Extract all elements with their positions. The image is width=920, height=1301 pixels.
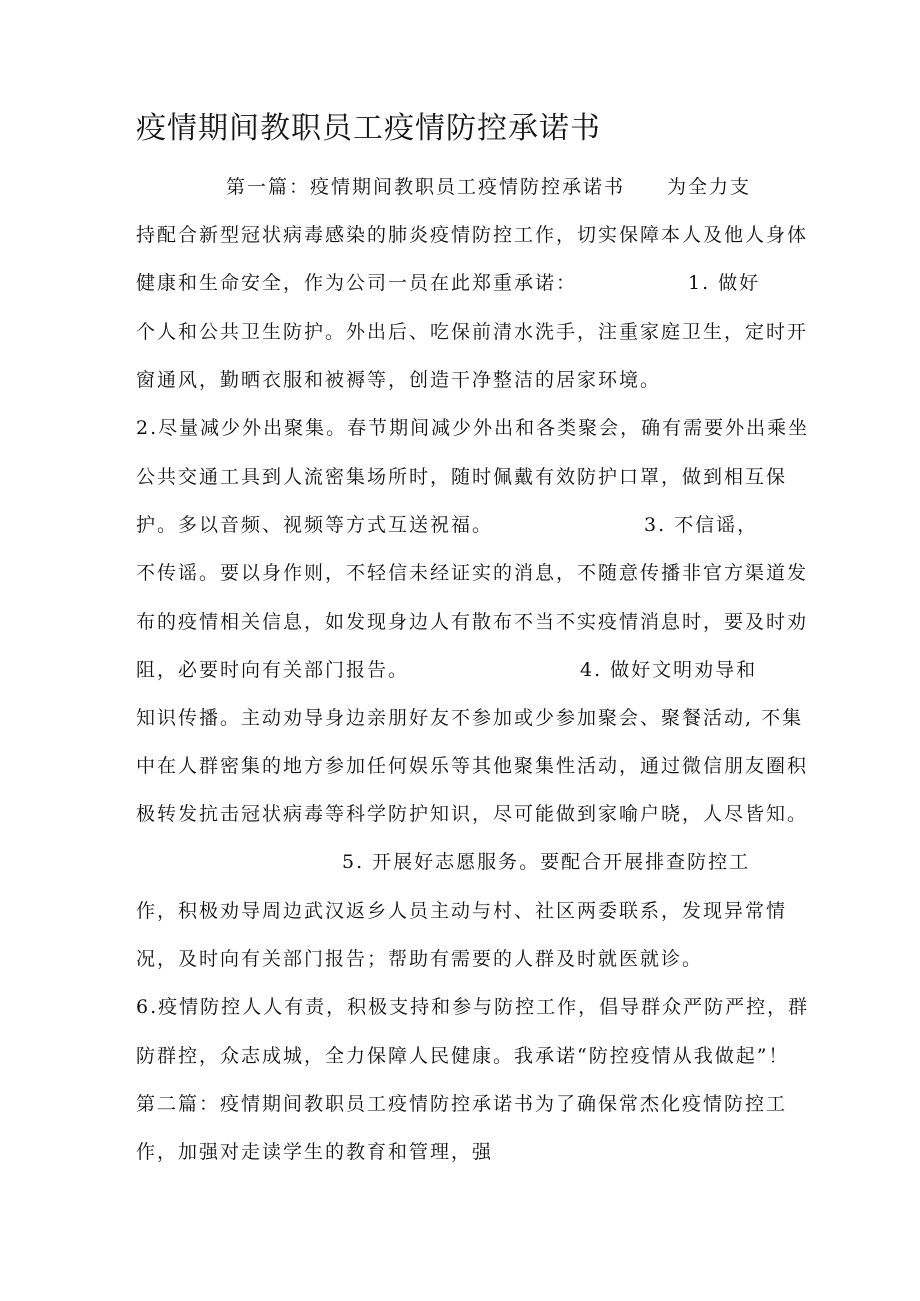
body-text-continued: 为全力支: [667, 176, 752, 198]
body-text: 不传谣。要以身作则，不轻信未经证实的消息，不随意传播非官方渠道发: [136, 562, 809, 584]
body-text-continued: 1. 做好: [688, 272, 761, 294]
body-text: 况，及时向有关部门报告；帮助有需要的人群及时就医就诊。: [136, 948, 704, 970]
body-text-continued: 5. 开展好志愿服务。要配合开展排查防控工: [342, 851, 751, 873]
body-line: [136, 269, 796, 299]
body-line: [136, 511, 796, 541]
document-title: 疫情期间教职员工疫情防控承诺书: [136, 111, 601, 146]
body-text-continued: 4. 做好文明劝导和: [580, 659, 758, 681]
body-line: [136, 848, 796, 878]
body-text: 护。多以音频、视频等方式互送祝福。: [136, 514, 494, 536]
body-text: 知识传播。主动劝导身边亲朋好友不参加或少参加聚会、聚餐活动, 不集: [136, 707, 804, 729]
body-text: 阻，必要时向有关部门报告。: [136, 659, 410, 681]
body-text: 公共交通工具到人流密集场所时，随时佩戴有效防护口罩，做到相互保: [136, 466, 788, 488]
body-text: 第二篇：疫情期间教职员工疫情防控承诺书为了确保常杰化疫情防控工: [136, 1093, 788, 1115]
body-line: [136, 463, 796, 493]
body-text: 作，加强对走读学生的教育和管理，强: [136, 1141, 494, 1163]
body-text: 中在人群密集的地方参加任何娱乐等其他聚集性活动，通过微信朋友圈积: [136, 755, 809, 777]
body-text: 极转发抗击冠状病毒等科学防护知识，尽可能做到家喻户晓，人尽皆知。: [136, 803, 809, 825]
body-text: 个人和公共卫生防护。外出后、吃保前清水洗手，注重家庭卫生，定时开: [136, 321, 809, 343]
body-line: [136, 656, 796, 686]
body-text: 防群控，众志成城，全力保障人民健康。我承诺“防控疫情从我做起”！: [136, 1045, 790, 1067]
body-text: 持配合新型冠状病毒感染的肺炎疫情防控工作，切实保障本人及他人身体: [136, 224, 809, 246]
body-line: [136, 897, 796, 927]
body-line: [136, 414, 810, 444]
body-line: [136, 993, 810, 1023]
body-text: 2.尽量减少外出聚集。春节期间减少外出和各类聚会，确有需要外出乘坐: [136, 417, 810, 439]
body-line: [136, 1090, 796, 1120]
body-text: 健康和生命安全，作为公司一员在此郑重承诺：: [136, 272, 578, 294]
body-text: 作，积极劝导周边武汉返乡人员主动与村、社区两委联系，发现异常情: [136, 900, 788, 922]
body-line: [136, 704, 804, 734]
body-line: [136, 1042, 796, 1072]
body-line: [136, 559, 809, 589]
body-line: [136, 800, 809, 830]
body-line: [136, 1138, 796, 1168]
body-line: [136, 318, 809, 348]
body-line: [136, 945, 796, 975]
body-line: [136, 173, 796, 203]
body-text: 6.疫情防控人人有责，积极支持和参与防控工作，倡导群众严防严控，群: [136, 996, 810, 1018]
body-text-continued: 3. 不信谣，: [644, 514, 759, 536]
body-text: 布的疫情相关信息，如发现身边人有散布不当不实疫情消息时，要及时劝: [136, 611, 809, 633]
body-line: [136, 752, 809, 782]
body-line: [136, 221, 809, 251]
body-line: [136, 366, 796, 396]
body-text: 第一篇：疫情期间教职员工疫情防控承诺书: [226, 176, 626, 198]
body-line: [136, 608, 809, 638]
body-text: 窗通风，勤晒衣服和被褥等，创造干净整洁的居家环境。: [136, 369, 662, 391]
